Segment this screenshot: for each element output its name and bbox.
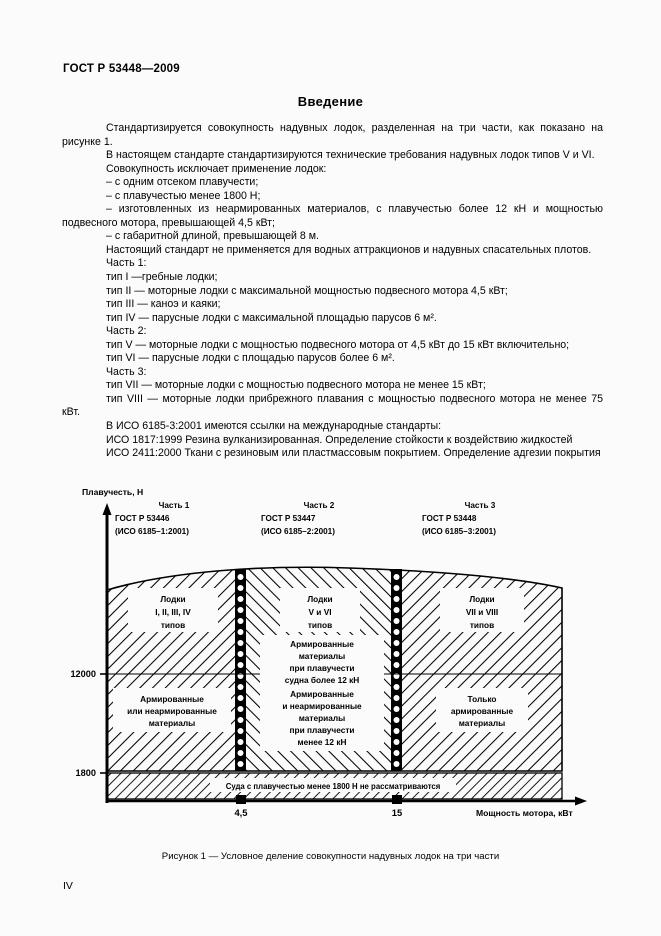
col2-part-label: Часть 2	[303, 501, 335, 510]
col2-top-line2: V и VI	[308, 607, 332, 617]
list-item-1: – с одним отсеком плавучести;	[106, 176, 259, 189]
figure-caption: Рисунок 1 — Условное деление совокупности надувных лодок на три части	[161, 851, 500, 862]
column-divider-2	[391, 569, 402, 771]
col1-bottom-label	[113, 688, 231, 732]
col1-top-line3: типов	[160, 620, 186, 630]
col2-bottom-line3: материалы	[298, 713, 346, 723]
part-2-heading: Часть 2:	[106, 325, 147, 338]
bottom-band-label: Суда с плавучестью менее 1800 Н не рассматриваются	[225, 782, 441, 791]
iso-refs-intro: В ИСО 6185-3:2001 имеются ссылки на международные стандарты:	[106, 420, 442, 433]
col2-mid-line3: при плавучести	[289, 663, 355, 673]
type-4-line: тип IV — парусные лодки с максимальной площадью парусов 6 м².	[106, 311, 437, 324]
iso-2411-line: ИСО 2411:2000 Ткани с резиновым или пластмассовым покрытием. Определение адгезии покрытия	[106, 447, 601, 460]
col2-bottom-label	[260, 685, 384, 751]
xtick-4-5	[236, 795, 246, 804]
type-7-line: тип VII — моторные лодки с мощностью подвесного мотора не менее 15 кВт;	[106, 379, 486, 392]
col3-gost-label: ГОСТ Р 53448	[422, 514, 477, 523]
col3-bottom-line1: Только	[467, 694, 497, 704]
paragraph-4: Настоящий стандарт не применяется для водных аттракционов и надувных спасательных плотов.	[106, 243, 592, 256]
col3-top-line3: типов	[469, 620, 495, 630]
col2-gost-label: ГОСТ Р 53447	[261, 514, 316, 523]
col3-top-line1: Лодки	[469, 594, 495, 604]
col2-mid-line4: судна более 12 кН	[284, 675, 360, 685]
y-axis-label: Плавучесть, Н	[82, 487, 144, 497]
col1-iso-label: (ИСО 6185–1:2001)	[115, 527, 189, 536]
col2-top-label	[280, 588, 360, 632]
col2-iso-label: (ИСО 6185–2:2001)	[261, 527, 335, 536]
x-tick-15: 15	[391, 807, 403, 818]
col2-bottom-line2: и неармированные	[282, 701, 362, 711]
type-2-line: тип II — моторные лодки с максимальной мощностью подвесного мотора 4,5 кВт;	[106, 284, 508, 297]
col3-top-line2: VII и VIII	[465, 607, 499, 617]
col1-part-label: Часть 1	[158, 501, 190, 510]
part-1-heading: Часть 1:	[106, 257, 147, 270]
bottom-band-label-group	[210, 778, 456, 792]
list-item-3: – изготовленных из неармированных материалов, с плавучестью более 12 кН и мощностью подвесного мотора, превышающей 4,5 кВт;	[62, 203, 603, 229]
col3-bottom-line2: армированные	[450, 706, 514, 716]
paragraph-2: В настоящем стандарте стандартизируются технические требования надувных лодок типов V и VI.	[106, 149, 595, 162]
standard-number-header: ГОСТ Р 53448—2009	[63, 63, 180, 75]
col1-bottom-line1: Армированные	[140, 694, 204, 704]
type-8-line: тип VIII — моторные лодки прибрежного плавания с мощностью подвесного мотора не менее 75 кВт.	[62, 392, 603, 419]
list-item-4: – с габаритной длиной, превышающей 8 м.	[106, 230, 319, 243]
figure-1	[62, 485, 603, 835]
col2-top-line1: Лодки	[307, 594, 333, 604]
col1-top-line2: I, II, III, IV	[155, 607, 191, 617]
col1-top-label	[128, 588, 218, 632]
y-tick-12000: 12000	[70, 669, 96, 679]
body-text-block	[62, 122, 603, 461]
xtick-15	[392, 795, 402, 804]
col2-top-line3: типов	[307, 620, 333, 630]
paragraph-1: Стандартизируется совокупность надувных лодок, разделенная на три части, как показано на рисунке 1.	[62, 122, 603, 148]
col3-bottom-line3: материалы	[458, 718, 506, 728]
col3-bottom-label	[436, 688, 528, 732]
col1-gost-label: ГОСТ Р 53446	[115, 514, 170, 523]
col3-top-label	[440, 588, 524, 632]
column-divider-1	[235, 569, 246, 771]
col1-bottom-line3: материалы	[148, 718, 196, 728]
col2-bottom-line5: менее 12 кН	[297, 737, 347, 747]
col3-part-label: Часть 3	[464, 501, 496, 510]
col3-iso-label: (ИСО 6185–3:2001)	[422, 527, 496, 536]
col2-mid-line1: Армированные	[290, 639, 354, 649]
page-number: IV	[63, 880, 73, 892]
col2-mid-line2: материалы	[298, 651, 346, 661]
x-axis-label: Мощность мотора, кВт	[476, 808, 573, 818]
paragraph-3: Совокупность исключает применение лодок:	[106, 162, 327, 175]
page-title: Введение	[297, 94, 364, 109]
type-5-line: тип V — моторные лодки с мощностью подвесного мотора от 4,5 кВт до 15 кВт включительно;	[106, 338, 570, 351]
type-3-line: тип III — каноэ и каяки;	[106, 298, 221, 311]
col2-mid-label	[260, 635, 384, 689]
type-6-line: тип VI — парусные лодки с площадью парусов более 6 м².	[106, 352, 395, 365]
col2-bottom-line4: при плавучести	[289, 725, 355, 735]
y-tick-1800: 1800	[75, 768, 96, 778]
iso-1817-line: ИСО 1817:1999 Резина вулканизированная. Определение стойкости к воздействию жидкостей	[106, 433, 573, 446]
col1-top-line1: Лодки	[160, 594, 186, 604]
x-tick-4-5: 4,5	[234, 807, 248, 818]
part-3-heading: Часть 3:	[106, 365, 147, 378]
type-1-line: тип I —гребные лодки;	[106, 271, 218, 284]
list-item-2: – с плавучестью менее 1800 Н;	[106, 189, 261, 202]
col2-bottom-line1: Армированные	[290, 689, 354, 699]
col1-bottom-line2: или неармированные	[127, 706, 217, 716]
